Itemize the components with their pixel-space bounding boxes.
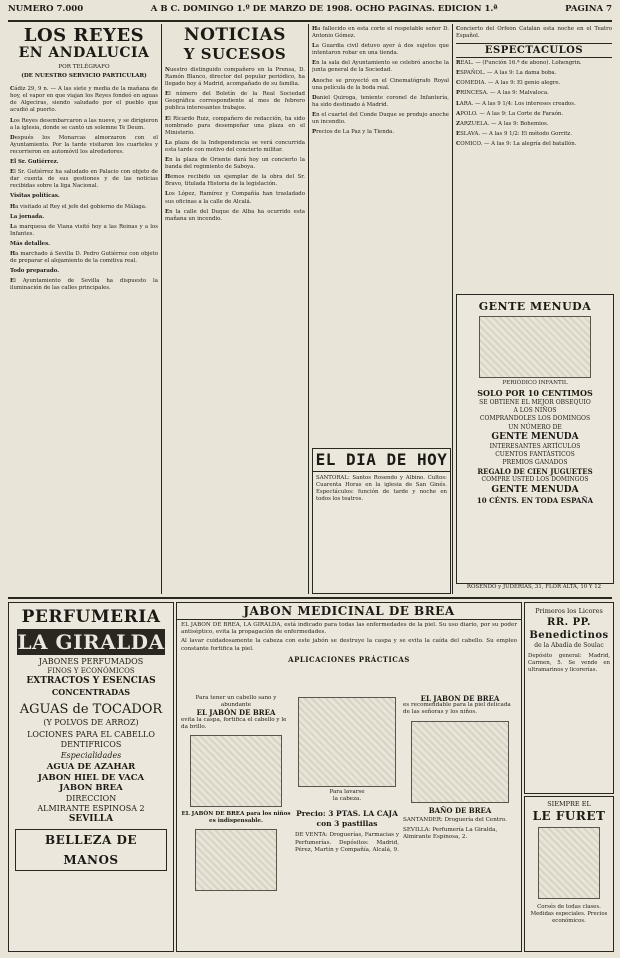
section-heading: Visitas políticas.: [10, 193, 60, 200]
masthead-dateline: A B C. DOMINGO 1.º DE MARZO DE 1908. OCHO PAGINAS. EDICION 1.ª: [150, 4, 498, 14]
venta-text: DE VENTA: Droguerías, Farmacias y Perfumerías. Depósitos: Madrid, Pérez, Martín y Compañía, Alcalá, 9.: [295, 832, 399, 853]
mid-caption: Para lavarse: [329, 789, 365, 795]
paragraph: Ha visitado al Rey el jefe del gobierno de Málaga.: [10, 203, 147, 210]
column-sucesos: [312, 26, 449, 446]
paragraph: Los López, Ramírez y Compañía han trasladado sus oficinas a la calle de Alcalá.: [165, 191, 305, 205]
giralda-perfumeria: PERFUMERIA: [21, 607, 161, 627]
section-title-sucesos: Y SUCESOS: [183, 45, 287, 63]
paragraph: La Guardia civil detuvo ayer á dos sujetos que intentaron robar en una tienda.: [312, 43, 449, 57]
section-heading: La jornada.: [10, 213, 45, 220]
left-heading: EL JABÓN DE BREA: [196, 708, 276, 718]
paragraph: Hemos recibido un ejemplar de la obra del Sr. Bravo, titulada Historia de la legislación.: [165, 174, 305, 188]
furet-text: Corsés de todas clases. Medidas especiales. Precios económicos.: [530, 904, 608, 925]
gente-menuda-line: A LOS NIÑOS: [513, 407, 557, 415]
paragraph: La marquesa de Viana visitó hoy a las Reinas y a los Infantes.: [10, 223, 158, 237]
show-listing: APOLO. — A las 9: La Corte de Faraón.: [456, 110, 564, 117]
gente-menuda-subtitle: PERIÓDICO INFANTIL: [502, 380, 568, 386]
gente-menuda-ad: [456, 294, 614, 584]
paragraph: Ha fallecido en esta corte el respetable señor D. Antonio Gómez.: [312, 26, 449, 40]
dia-de-hoy-box: [312, 448, 451, 594]
left-text: evita la caspa, fortifica el cabello y le da brillo.: [181, 716, 287, 730]
jabon-intro: EL JABON DE BREA, LA GIRALDA, está indicado para todas las enfermedades de la piel. Su uso diario, por su poder antiséptico, evita la propagación de enfermedades.: [181, 622, 517, 636]
right-heading: EL JABÓN DE BREA: [420, 695, 500, 703]
gente-menuda-line: 10 CÉNTS. EN TODA ESPAÑA: [476, 495, 594, 505]
gente-menuda-line: GENTE MENUDA: [491, 484, 579, 495]
benedictinos-text: Depósito general: Madrid, Carmen, 5. Se vende en ultramarinos y licorerías.: [528, 653, 610, 674]
paragraph: Ha marchado á Sevilla D. Pedro Gutiérrez con objeto de preparar el alojamiento de la comitiva real.: [10, 250, 158, 265]
left-caption: Para tener un cabello sano y abundante: [195, 695, 277, 709]
masthead-rule: [8, 20, 612, 22]
gente-menuda-line: UN NÚMERO DE: [508, 423, 562, 431]
show-listing: PRINCESA. — A las 9: Malvaloca.: [456, 90, 549, 97]
giralda-line: FINOS Y ECONÓMICOS: [47, 667, 135, 675]
precio-label: Precio: 3 PTAS. LA CAJA con 3 pastillas: [296, 809, 398, 829]
giralda-spec: AGUA DE AZAHAR: [46, 762, 136, 772]
page-number: PAGINA 7: [565, 4, 612, 14]
show-listing: LARA. — A las 9 1/4: Los intereses creados.: [456, 100, 576, 107]
column-divider: [308, 24, 309, 594]
giralda-line: JABONES PERFUMADOS: [38, 657, 144, 666]
paragraph: Después los Monarcas almorzaron con el Ayuntamiento. Por la tarde visitaron los cuarteles y recorrieron en automóvil los alrededores.: [10, 134, 158, 155]
sevilla-text: SEVILLA: Perfumería La Giralda, Almirante Espinosa, 2.: [403, 827, 498, 841]
furet-name: LE FURET: [532, 809, 606, 823]
benedictinos-name: RR. PP. Benedictinos: [529, 617, 609, 641]
show-listing: REAL. — (Función 16.ª de abono). Lohengrin.: [456, 60, 582, 67]
giralda-belleza: BELLEZA DE MANOS: [15, 829, 167, 871]
column-divider: [452, 24, 453, 594]
column-noticias: [165, 26, 305, 592]
le-furet-ad: [524, 796, 614, 952]
benedictinos-sub: de la Abadía de Soulac: [534, 642, 604, 649]
jabon-brea-ad: [176, 602, 522, 952]
lady-illustration: [411, 721, 509, 803]
article-service: (DE NUESTRO SERVICIO PARTICULAR): [21, 73, 147, 80]
espectaculos-heading: ESPECTACULOS: [456, 43, 612, 58]
paragraph: El Sr. Gutiérrez ha saludado en Palacio con objeto de dar cuenta de sus gestiones y de las noticias recibidas sobre la liga Nacional.: [10, 169, 158, 190]
half-page-rule: [8, 597, 612, 599]
giralda-line: EXTRACTOS Y ESENCIAS: [26, 676, 156, 686]
paragraph: La plaza de la Independencia se verá concurrida esta tarde con motivo del concierto militar.: [165, 139, 305, 153]
giralda-line: CONCENTRADAS: [51, 687, 131, 697]
gente-menuda-line: REGALO DE CIEN JUGUETES: [477, 467, 593, 477]
paragraph: Cádiz 29, 9 n. — A las siete y media de la mañana de hoy, el vapor en que viajan los Reyes fondeó en aguas de Algeciras, siendo saludado por el pueblo que acudió al puerto.: [10, 86, 158, 114]
section-heading: Más detalles.: [10, 240, 50, 247]
show-listing: ESLAVA. — A las 9 1/2: El método Gorritz.: [456, 130, 572, 137]
giralda-aguas: AGUAS de TOCADOR: [19, 702, 163, 717]
benedictinos-top: Primeros los Licores: [535, 607, 603, 615]
bottom-note: ROSENDO y JUDERÍAS, 31, FLOR ALTA, 10 Y 12: [466, 584, 602, 590]
washing-illustration: [298, 697, 396, 787]
paragraph: Daniel Quiroga, teniente coronel de Infantería, ha sido destinado á Madrid.: [312, 94, 449, 108]
gente-menuda-line: PREMIOS GANADOS: [502, 459, 568, 467]
paragraph: El Ricardo Ruiz, compañero de redacción, ha sido nombrado para desempeñar una plaza en el Ministerio.: [165, 115, 305, 136]
giralda-polvos: (Y POLVOS DE ARROZ): [43, 718, 139, 727]
gente-menuda-price: SOLO POR 10 CENTIMOS: [477, 388, 593, 398]
jabon-brea-title: JABON MEDICINAL DE BREA: [177, 603, 521, 620]
santander-text: SANTANDER: Droguería del Centro.: [403, 816, 507, 823]
right-text: es recomendable para la piel delicada de las señoras y los niños.: [403, 702, 511, 716]
giralda-spec: SEVILLA: [68, 813, 114, 824]
gente-menuda-line: GENTE MENUDA: [491, 431, 579, 442]
gente-menuda-line: SE OBTIENE EL MEJOR OBSEQUIO: [479, 399, 591, 406]
show-listing: COMEDIA. — A las 9: El genio alegre.: [456, 80, 561, 87]
article-title-andalucia: EN ANDALUCIA: [18, 45, 150, 61]
gente-menuda-line: INTERESANTES ARTÍCULOS: [489, 442, 581, 450]
corset-illustration: [538, 827, 600, 899]
paragraph: El Ayuntamiento de Sevilla ha dispuesto la iluminación de las calles principales.: [10, 278, 158, 292]
gente-menuda-logo: GENTE MENUDA: [478, 300, 592, 313]
mid-caption-2: la cabeza.: [332, 796, 362, 803]
giralda-spec: ALMIRANTE ESPINOSA 2: [37, 803, 145, 813]
woman-illustration: [190, 735, 282, 807]
show-listing: COMICO. — A las 9: La alegría del batallón.: [456, 140, 577, 147]
issue-number: NUMERO 7.000: [8, 4, 84, 14]
jabon-intro-2: Al lavar cuidadosamente la cabeza con este jabón se destruye la caspa y se evita la caída del cabello. Su empleo constante fortifica la piel.: [181, 638, 517, 652]
giralda-spec: JABON BREA: [59, 783, 123, 793]
show-listing: ESPAÑOL. — A las 9: La dama boba.: [456, 70, 557, 77]
paragraph: Precios de La Paz y la Tienda.: [312, 129, 395, 136]
giralda-ad: [8, 602, 174, 952]
paragraph: Los Reyes desembarcaron a las nueve, y se dirigieron a la iglesia, donde se cantó un solemne Te Deum.: [10, 117, 158, 131]
ninos-text: EL JABÓN DE BREA para los niños es indispensable.: [181, 811, 291, 825]
aplicaciones-heading: APLICACIONES PRÁCTICAS: [288, 654, 410, 664]
benedictinos-ad: [524, 602, 614, 794]
furet-top: SIEMPRE EL: [547, 800, 591, 808]
children-illustration: [479, 316, 591, 378]
giralda-dentifricos: DENTIFRICOS: [60, 740, 122, 749]
child-illustration: [195, 829, 277, 891]
gente-menuda-line: CUENTOS FANTÁSTICOS: [495, 451, 575, 459]
section-heading: El Sr. Gutiérrez.: [10, 159, 59, 166]
show-listing: ZARZUELA. — A las 9: Bohemios.: [456, 120, 549, 127]
column-reyes: [10, 26, 158, 592]
article-title-reyes: LOS REYES: [23, 26, 145, 46]
section-heading: Todo preparado.: [10, 268, 60, 275]
paragraph: El número del Boletín de la Real Sociedad Geográfica correspondiente al mes de febrero publica interesantes trabajos.: [165, 91, 305, 112]
paragraph: En la plaza de Oriente dará hoy un concierto la banda del regimiento de Saboya.: [165, 157, 305, 171]
gente-menuda-line: COMPRE USTED LOS DOMINGOS: [481, 476, 589, 484]
column-espectaculos: [456, 26, 612, 291]
bano-heading: BAÑO DE BREA: [428, 805, 492, 815]
section-title-noticias: NOTICIAS: [184, 26, 286, 45]
column-divider: [161, 24, 162, 594]
giralda-especialidades: Especialidades: [60, 751, 122, 760]
dia-de-hoy-heading: EL DIA DE HOY: [313, 449, 450, 472]
article-subtitle: POR TELÉGRAFO: [58, 64, 110, 70]
giralda-lociones: LOCIONES PARA EL CABELLO: [27, 730, 155, 739]
paragraph: Nuestro distinguido compañero en la Prensa, D. Ramón Blanco, director del popular periódico, ha llegado hoy á Madrid, acompañado de su familia.: [165, 67, 305, 88]
paragraph: Concierto del Orfeón Catalán esta noche en el Teatro Español.: [456, 26, 612, 40]
giralda-logo: LA GIRALDA: [17, 630, 165, 654]
gente-menuda-line: COMPRANDOLES LOS DOMINGOS: [479, 415, 591, 423]
paragraph: En el cuartel del Conde Duque se produjo anoche un incendio.: [312, 111, 449, 126]
masthead: [8, 4, 612, 18]
dia-de-hoy-text: SANTORAL: Santos Rosendo y Albino. Cultos: Cuarenta Horas en la iglesia de San Ginés. Espectáculos: función de tarde y noche en todos los teatros.: [316, 475, 447, 503]
paragraph: En la sala del Ayuntamiento se celebró anoche la junta general de la Sociedad.: [312, 60, 449, 74]
giralda-spec: DIRECCION: [65, 793, 117, 803]
giralda-spec: JABON HIEL DE VACA: [37, 772, 145, 783]
paragraph: Anoche se proyectó en el Cinematógrafo Royal una película de la boda real.: [312, 77, 449, 91]
paragraph: En la calle del Duque de Alba ha ocurrido esta mañana un incendio.: [165, 208, 305, 222]
